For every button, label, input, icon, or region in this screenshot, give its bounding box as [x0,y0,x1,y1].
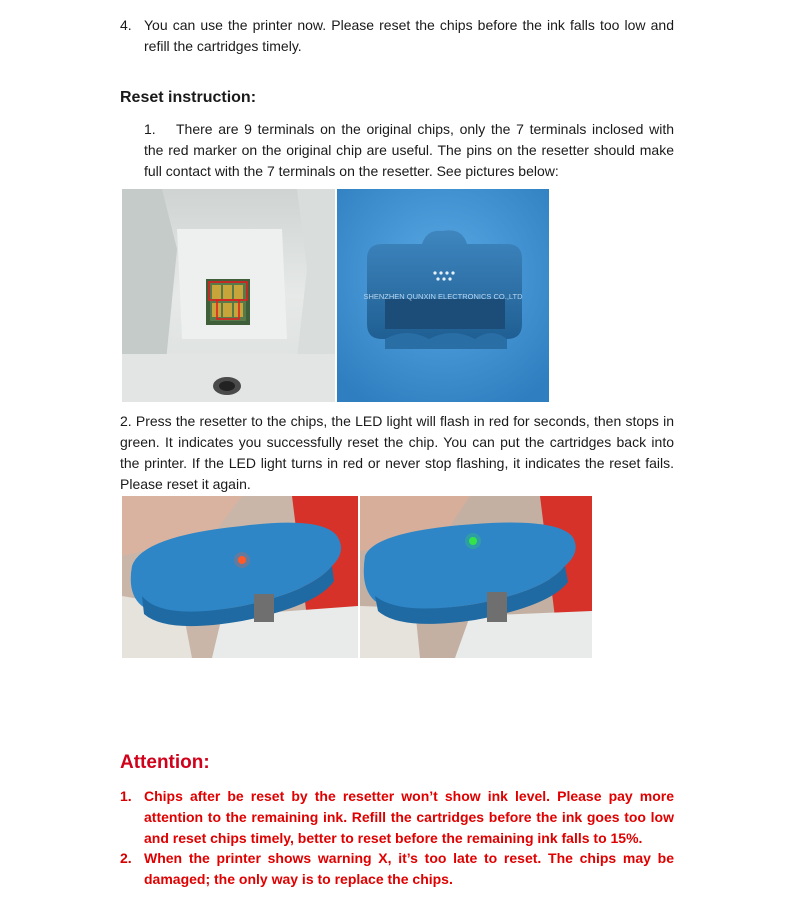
attention-item-2-text: When the printer shows warning X, it’s too late to reset. The chips may be damaged; the only way is to replace the chips. [144,850,674,887]
attention-item-1-text: Chips after be reset by the resetter won’t show ink level. Please pay more attention to the remaining ink. Refill the cartridges before the ink goes too low and reset chips timely, better to reset before the remaining ink falls to 15%. [144,788,674,846]
resetter-green-led-photo [360,496,592,658]
cartridge-chip-photo [122,189,335,402]
attention-item-2-number: 2. [120,850,132,866]
resetter-red-led-photo [122,496,358,658]
reset-step-1-number: 1. [144,121,156,137]
attention-item-1-number: 1. [120,788,132,804]
resetter-photo [337,189,549,402]
resetter-watermark: SHENZHEN QUNXIN ELECTRONICS CO.,LTD [363,292,523,301]
reset-instruction-heading: Reset instruction: [120,89,257,106]
attention-title: Attention: [120,752,210,773]
step-4-text: You can use the printer now. Please reset the chips before the ink falls too low and refill the cartridges timely. [144,17,674,54]
reset-step-2-text: 2. Press the resetter to the chips, the LED light will flash in red for seconds, then stops in green. It indicates you successfully reset the chip. You can put the cartridges back into the printer. If the LED light turns in red or never stop flashing, it indicates the reset fails. Please reset it again. [120,413,674,492]
step-4-number: 4. [120,17,132,33]
reset-step-1-text: There are 9 terminals on the original chips, only the 7 terminals inclosed with the red marker on the original chip are useful. The pins on the resetter should make full contact with the 7 terminals on the resetter. See pictures below: [144,121,674,179]
